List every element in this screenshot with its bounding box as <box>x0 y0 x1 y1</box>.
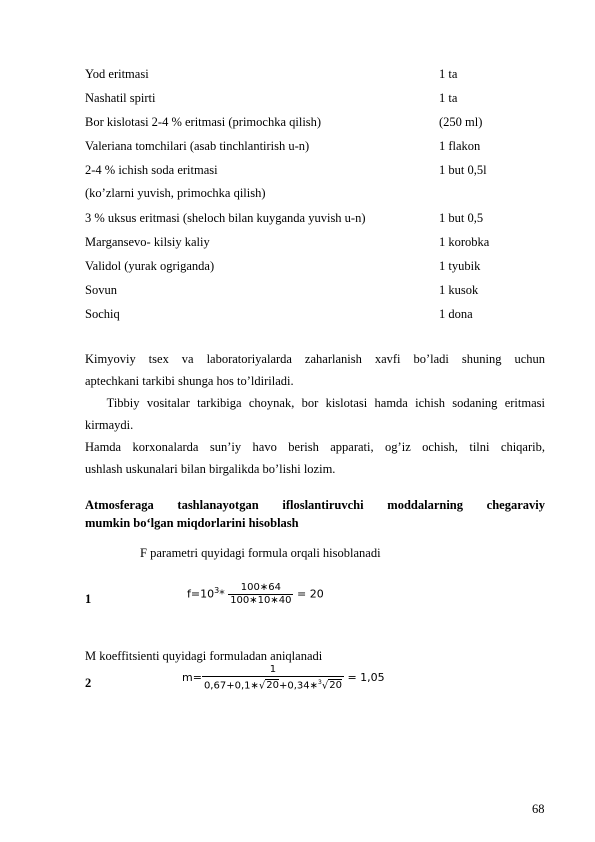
formula-number: 2 <box>85 676 92 690</box>
item-name: Margansevo- kilsiy kaliy <box>85 235 210 249</box>
cbrt-radicand: 20 <box>329 680 342 692</box>
item-name: Sochiq <box>85 307 120 321</box>
item-qty: 1 tyubik <box>439 259 481 273</box>
item-name: Validol (yurak ogriganda) <box>85 259 215 273</box>
item-qty: 1 flakon <box>439 139 481 153</box>
fraction-numerator: 100∗64 <box>228 582 293 595</box>
item-name: 3 % uksus eritmasi (sheloch bilan kuyganda yuvish u-n) <box>85 211 366 225</box>
paragraph-line: Tibbiy vositalar tarkibiga choynak, bor kislotasi hamda ichish sodaning eritmasi <box>85 396 545 410</box>
paragraph-2 <box>85 392 545 436</box>
paragraph-line: aptechkani tarkibi shunga hos to’ldiriladi. <box>85 374 294 388</box>
fraction-numerator: 1 <box>202 664 344 677</box>
paragraph-line: Kimyoviy tsex va laboratoriyalarda zaharlanish xavfi bo’ladi shuning uchun <box>85 352 545 366</box>
formula-star: * <box>219 587 225 601</box>
cbrt-symbol: √ <box>321 680 329 692</box>
formula-result: = 1,05 <box>347 671 385 685</box>
item-qty: 1 but 0,5 <box>439 211 484 225</box>
section-heading <box>85 496 545 532</box>
formula-result: = 20 <box>296 587 324 601</box>
item-name: (ko’zlarni yuvish, primochka qilish) <box>85 186 266 200</box>
formula-prefix: f=10 <box>187 587 215 601</box>
m-intro-text: M koeffitsienti quyidagi formuladan aniqlanadi <box>85 649 323 663</box>
page-number: 68 <box>532 802 545 816</box>
item-qty: 1 korobka <box>439 235 490 249</box>
item-name: Valeriana tomchilari (asab tinchlantirish u-n) <box>85 139 310 153</box>
item-qty: 1 but 0,5l <box>439 163 487 177</box>
formula-1 <box>187 582 324 607</box>
f-intro-text: F parametri quyidagi formula orqali hisoblanadi <box>140 546 381 560</box>
item-name: 2-4 % ichish soda eritmasi <box>85 163 218 177</box>
formula-exponent: 3 <box>214 585 220 595</box>
item-qty: 1 ta <box>439 91 458 105</box>
item-qty: (250 ml) <box>439 115 483 129</box>
formula-fraction <box>202 664 344 692</box>
heading-line: Atmosferaga tashlanayotgan ifloslantiruvchi moddalarning chegaraviy <box>85 498 545 512</box>
fraction-denominator: 100∗10∗40 <box>230 595 292 606</box>
item-name: Yod eritmasi <box>85 67 149 81</box>
item-qty: 1 kusok <box>439 283 479 297</box>
paragraph-line: Hamda korxonalarda sun’iy havo berish apparati, og’iz ochish, tilni chiqarib, <box>85 440 545 454</box>
item-qty: 1 ta <box>439 67 458 81</box>
sqrt-radicand: 20 <box>266 680 279 692</box>
formula-fraction <box>228 582 293 607</box>
formula-number: 1 <box>85 592 92 606</box>
cbrt-index: 3 <box>318 679 322 686</box>
paragraph-1 <box>85 348 545 392</box>
den-term: 0,67+0,1∗ <box>203 680 259 692</box>
paragraph-line: kirmaydi. <box>85 418 134 432</box>
formula-2 <box>182 664 385 692</box>
item-name: Nashatil spirti <box>85 91 156 105</box>
paragraph-line: ushlash uskunalari bilan birgalikda bo’lishi lozim. <box>85 462 336 476</box>
item-name: Sovun <box>85 283 117 297</box>
paragraph-3 <box>85 436 545 480</box>
item-name: Bor kislotasi 2-4 % eritmasi (primochka qilish) <box>85 115 322 129</box>
fraction-denominator <box>202 677 344 692</box>
sqrt-symbol: √ <box>258 680 266 692</box>
formula-prefix: m= <box>182 671 202 685</box>
den-term: +0,34∗ <box>278 680 319 692</box>
item-qty: 1 dona <box>439 307 473 321</box>
heading-line: mumkin bo‘lgan miqdorlarini hisoblash <box>85 516 299 530</box>
